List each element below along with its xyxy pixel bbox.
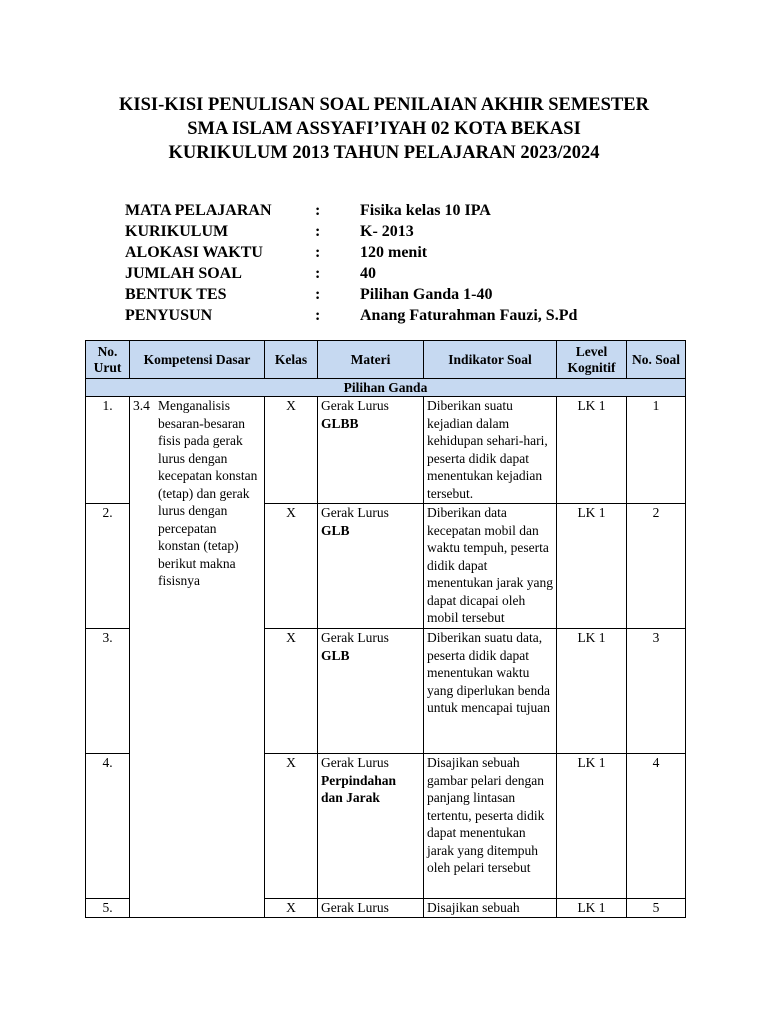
- header-no-urut: No. Urut: [86, 341, 130, 379]
- level-cell: LK 1: [557, 504, 627, 629]
- meta-label: KURIKULUM: [125, 223, 229, 240]
- materi-cell: [318, 504, 424, 629]
- meta-value: Pilihan Ganda 1-40: [360, 286, 493, 303]
- meta-row-format: [125, 284, 577, 305]
- row-number: 2.: [86, 504, 130, 629]
- meta-label: JUMLAH SOAL: [125, 265, 242, 282]
- meta-value: Fisika kelas 10 IPA: [360, 202, 491, 219]
- level-cell: LK 1: [557, 397, 627, 504]
- meta-row-author: [125, 305, 577, 326]
- materi-subtopic: Perpindahan dan Jarak: [321, 772, 397, 805]
- table-header-row: [86, 341, 686, 379]
- meta-value: 120 menit: [360, 244, 428, 261]
- document-title: [0, 93, 768, 165]
- kelas-cell: X: [265, 629, 318, 754]
- meta-colon: :: [315, 223, 321, 240]
- question-grid-table: [85, 340, 686, 918]
- header-kompetensi: Kompetensi Dasar: [130, 341, 265, 379]
- section-label: Pilihan Ganda: [86, 379, 686, 397]
- row-number: 5.: [86, 899, 130, 918]
- meta-value: K- 2013: [360, 223, 414, 240]
- materi-topic: Gerak Lurus: [321, 900, 389, 915]
- exam-info: [125, 200, 577, 326]
- meta-label: PENYUSUN: [125, 307, 213, 324]
- indikator-cell: Diberikan data kecepatan mobil dan waktu tempuh, peserta didik dapat menentukan jarak yang dapat dicapai oleh mobil tersebut: [424, 504, 557, 629]
- meta-value: Anang Faturahman Fauzi, S.Pd: [360, 307, 578, 324]
- header-kelas: Kelas: [265, 341, 318, 379]
- header-materi: Materi: [318, 341, 424, 379]
- title-line-3: KURIKULUM 2013 TAHUN PELAJARAN 2023/2024: [168, 143, 600, 163]
- level-cell: LK 1: [557, 629, 627, 754]
- no-soal-cell: 5: [627, 899, 686, 918]
- no-soal-cell: 3: [627, 629, 686, 754]
- materi-topic: Gerak Lurus: [321, 755, 389, 770]
- indikator-cell: Diberikan suatu kejadian dalam kehidupan sehari-hari, peserta didik dapat menentukan kejadian tersebut.: [424, 397, 557, 504]
- meta-colon: :: [315, 244, 321, 261]
- materi-cell: [318, 899, 424, 918]
- materi-topic: Gerak Lurus: [321, 630, 389, 645]
- no-soal-cell: 4: [627, 754, 686, 899]
- meta-row-time: [125, 242, 577, 263]
- meta-value: 40: [360, 265, 376, 282]
- meta-colon: :: [315, 307, 321, 324]
- no-soal-cell: 1: [627, 397, 686, 504]
- header-no-soal: No. Soal: [627, 341, 686, 379]
- materi-cell: [318, 629, 424, 754]
- row-number: 3.: [86, 629, 130, 754]
- title-line-1: KISI-KISI PENULISAN SOAL PENILAIAN AKHIR SEMESTER: [119, 95, 649, 115]
- materi-subtopic: GLB: [321, 647, 350, 663]
- materi-subtopic: GLBB: [321, 415, 359, 431]
- meta-label: ALOKASI WAKTU: [125, 244, 263, 261]
- no-soal-cell: 2: [627, 504, 686, 629]
- meta-colon: :: [315, 265, 321, 282]
- meta-row-curriculum: [125, 221, 577, 242]
- kelas-cell: X: [265, 504, 318, 629]
- meta-row-subject: [125, 200, 577, 221]
- materi-cell: [318, 754, 424, 899]
- level-cell: LK 1: [557, 899, 627, 918]
- meta-row-count: [125, 263, 577, 284]
- header-level: Level Kognitif: [557, 341, 627, 379]
- kelas-cell: X: [265, 397, 318, 504]
- section-row: [86, 379, 686, 397]
- indikator-cell: Disajikan sebuah gambar pelari dengan panjang lintasan tertentu, peserta didik dapat menentukan jarak yang ditempuh oleh pelari tersebut: [424, 754, 557, 899]
- level-cell: LK 1: [557, 754, 627, 899]
- kd-code: 3.4: [133, 398, 150, 413]
- meta-colon: :: [315, 202, 321, 219]
- meta-colon: :: [315, 286, 321, 303]
- kelas-cell: X: [265, 754, 318, 899]
- row-number: 1.: [86, 397, 130, 504]
- table-row: [86, 397, 686, 504]
- meta-label: BENTUK TES: [125, 286, 227, 303]
- header-indikator: Indikator Soal: [424, 341, 557, 379]
- materi-subtopic: GLB: [321, 522, 350, 538]
- title-line-2: SMA ISLAM ASSYAFI’IYAH 02 KOTA BEKASI: [187, 119, 581, 139]
- row-number: 4.: [86, 754, 130, 899]
- materi-topic: Gerak Lurus: [321, 505, 389, 520]
- materi-topic: Gerak Lurus: [321, 398, 389, 413]
- kd-text: Menganalisis besaran-besaran fisis pada gerak lurus dengan kecepatan konstan (tetap) dan gerak lurus dengan percepatan konstan (tetap) berikut makna fisisnya: [158, 398, 258, 588]
- kompetensi-dasar-cell: [130, 397, 265, 918]
- indikator-cell: Disajikan sebuah: [424, 899, 557, 918]
- kelas-cell: X: [265, 899, 318, 918]
- materi-cell: [318, 397, 424, 504]
- meta-label: MATA PELAJARAN: [125, 202, 272, 219]
- indikator-cell: Diberikan suatu data, peserta didik dapat menentukan waktu yang diperlukan benda untuk mencapai tujuan: [424, 629, 557, 754]
